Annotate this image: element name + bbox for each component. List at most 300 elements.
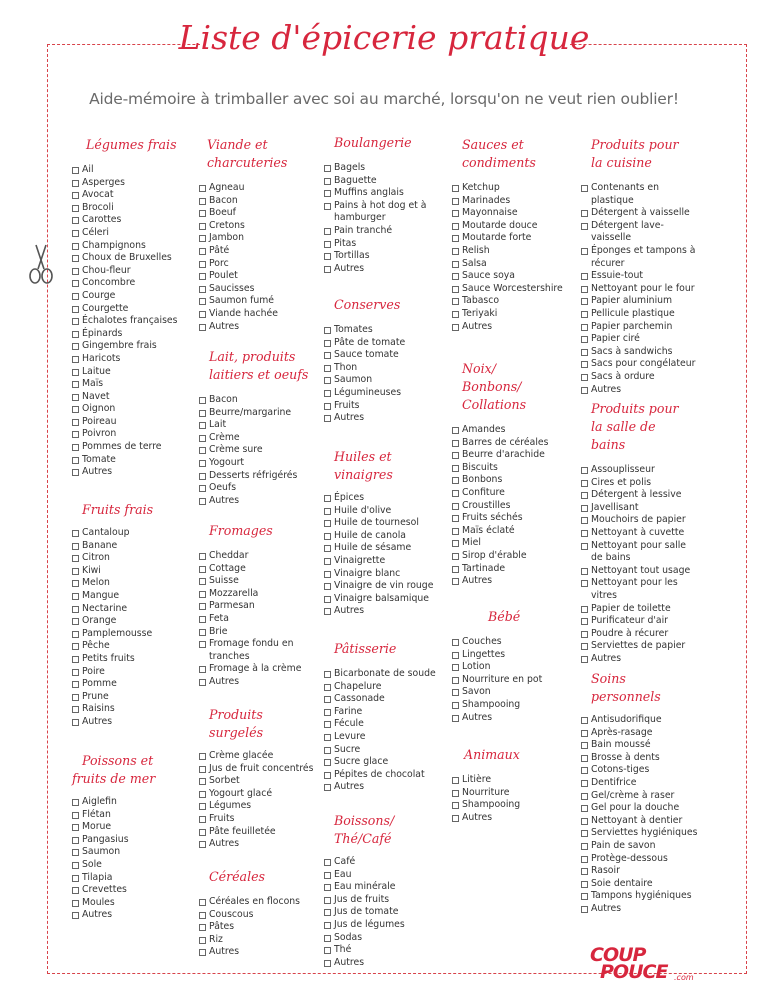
checkbox[interactable] xyxy=(72,343,79,350)
checkbox[interactable] xyxy=(581,336,588,343)
checklist-item[interactable] xyxy=(324,238,434,251)
checkbox[interactable] xyxy=(452,248,459,255)
checklist-item[interactable] xyxy=(199,495,323,508)
checkbox[interactable] xyxy=(452,503,459,510)
checklist-item[interactable] xyxy=(199,321,323,334)
checklist-item[interactable] xyxy=(324,412,448,425)
checklist-item[interactable] xyxy=(324,593,448,606)
checklist-item[interactable] xyxy=(452,245,580,258)
checklist-item[interactable] xyxy=(72,378,196,391)
checklist-item[interactable] xyxy=(452,649,580,662)
checkbox[interactable] xyxy=(72,656,79,663)
checkbox[interactable] xyxy=(324,872,331,879)
checklist-item[interactable] xyxy=(72,214,196,227)
checklist-item[interactable] xyxy=(581,752,701,765)
checklist-item[interactable] xyxy=(324,906,448,919)
checklist-item[interactable] xyxy=(72,328,196,341)
checklist-item[interactable] xyxy=(324,668,448,681)
checklist-item[interactable] xyxy=(72,909,196,922)
checkbox[interactable] xyxy=(324,327,331,334)
checkbox[interactable] xyxy=(324,365,331,372)
checklist-item[interactable] xyxy=(72,703,196,716)
checklist-item[interactable] xyxy=(581,245,699,270)
checklist-item[interactable] xyxy=(324,542,448,555)
checkbox[interactable] xyxy=(324,772,331,779)
checklist-item[interactable] xyxy=(452,812,580,825)
checkbox[interactable] xyxy=(581,767,588,774)
checkbox[interactable] xyxy=(199,311,206,318)
checklist-item[interactable] xyxy=(581,577,699,602)
checklist-item[interactable] xyxy=(324,200,434,225)
checkbox[interactable] xyxy=(72,431,79,438)
checklist-item[interactable] xyxy=(199,813,323,826)
checkbox[interactable] xyxy=(199,937,206,944)
checklist-item[interactable] xyxy=(581,878,701,891)
checkbox[interactable] xyxy=(72,824,79,831)
checkbox[interactable] xyxy=(581,273,588,280)
checkbox[interactable] xyxy=(581,568,588,575)
checkbox[interactable] xyxy=(452,452,459,459)
checkbox[interactable] xyxy=(452,677,459,684)
checkbox[interactable] xyxy=(72,230,79,237)
checklist-item[interactable] xyxy=(452,220,580,233)
checklist-item[interactable] xyxy=(452,474,580,487)
checkbox[interactable] xyxy=(324,960,331,967)
checklist-item[interactable] xyxy=(581,540,699,565)
checklist-item[interactable] xyxy=(581,764,701,777)
checkbox[interactable] xyxy=(581,185,588,192)
checklist-item[interactable] xyxy=(199,838,323,851)
checkbox[interactable] xyxy=(581,868,588,875)
checklist-item[interactable] xyxy=(581,477,699,490)
checklist-item[interactable] xyxy=(581,321,699,334)
checkbox[interactable] xyxy=(581,286,588,293)
checkbox[interactable] xyxy=(452,235,459,242)
checkbox[interactable] xyxy=(452,427,459,434)
checkbox[interactable] xyxy=(199,460,206,467)
checklist-item[interactable] xyxy=(199,432,323,445)
checkbox[interactable] xyxy=(324,352,331,359)
checklist-item[interactable] xyxy=(452,295,580,308)
checklist-item[interactable] xyxy=(324,492,448,505)
checkbox[interactable] xyxy=(581,843,588,850)
checklist-item[interactable] xyxy=(324,225,434,238)
checklist-item[interactable] xyxy=(72,603,196,616)
checklist-item[interactable] xyxy=(581,346,699,359)
checklist-item[interactable] xyxy=(581,739,701,752)
checklist-item[interactable] xyxy=(581,464,699,477)
checklist-item[interactable] xyxy=(581,384,699,397)
checkbox[interactable] xyxy=(199,473,206,480)
checkbox[interactable] xyxy=(72,331,79,338)
checkbox[interactable] xyxy=(72,180,79,187)
checklist-item[interactable] xyxy=(72,796,196,809)
checkbox[interactable] xyxy=(324,608,331,615)
checkbox[interactable] xyxy=(72,694,79,701)
checkbox[interactable] xyxy=(199,603,206,610)
checklist-item[interactable] xyxy=(72,353,196,366)
checklist-item[interactable] xyxy=(452,462,580,475)
checklist-item[interactable] xyxy=(72,441,196,454)
checklist-item[interactable] xyxy=(581,565,699,578)
checkbox[interactable] xyxy=(324,571,331,578)
checkbox[interactable] xyxy=(581,580,588,587)
checklist-item[interactable] xyxy=(581,802,701,815)
checkbox[interactable] xyxy=(72,643,79,650)
checklist-item[interactable] xyxy=(324,374,448,387)
checklist-item[interactable] xyxy=(72,691,196,704)
checkbox[interactable] xyxy=(72,887,79,894)
checkbox[interactable] xyxy=(581,793,588,800)
checklist-item[interactable] xyxy=(324,881,448,894)
checklist-item[interactable] xyxy=(581,628,699,641)
checkbox[interactable] xyxy=(72,900,79,907)
checkbox[interactable] xyxy=(199,435,206,442)
checkbox[interactable] xyxy=(72,849,79,856)
checklist-item[interactable] xyxy=(452,525,580,538)
checklist-item[interactable] xyxy=(199,775,323,788)
checkbox[interactable] xyxy=(324,190,331,197)
checkbox[interactable] xyxy=(452,298,459,305)
checklist-item[interactable] xyxy=(199,394,323,407)
checkbox[interactable] xyxy=(324,947,331,954)
checklist-item[interactable] xyxy=(72,859,196,872)
checklist-item[interactable] xyxy=(324,856,448,869)
checkbox[interactable] xyxy=(324,709,331,716)
checkbox[interactable] xyxy=(199,248,206,255)
checkbox[interactable] xyxy=(581,361,588,368)
checklist-item[interactable] xyxy=(452,500,580,513)
checkbox[interactable] xyxy=(581,480,588,487)
checklist-item[interactable] xyxy=(199,921,323,934)
checkbox[interactable] xyxy=(72,469,79,476)
checkbox[interactable] xyxy=(324,721,331,728)
checklist-item[interactable] xyxy=(72,897,196,910)
checkbox[interactable] xyxy=(324,684,331,691)
checkbox[interactable] xyxy=(199,235,206,242)
checkbox[interactable] xyxy=(452,802,459,809)
checkbox[interactable] xyxy=(199,185,206,192)
checkbox[interactable] xyxy=(72,419,79,426)
checklist-item[interactable] xyxy=(324,362,448,375)
checklist-item[interactable] xyxy=(199,600,323,613)
checklist-item[interactable] xyxy=(199,207,323,220)
checkbox[interactable] xyxy=(199,829,206,836)
checklist-item[interactable] xyxy=(581,371,699,384)
checkbox[interactable] xyxy=(324,390,331,397)
checklist-item[interactable] xyxy=(581,333,699,346)
checklist-item[interactable] xyxy=(452,283,580,296)
checklist-item[interactable] xyxy=(581,603,699,616)
checkbox[interactable] xyxy=(452,273,459,280)
checklist-item[interactable] xyxy=(199,588,323,601)
checklist-item[interactable] xyxy=(581,790,701,803)
checklist-item[interactable] xyxy=(199,563,323,576)
checklist-item[interactable] xyxy=(452,270,580,283)
checklist-item[interactable] xyxy=(324,187,434,200)
checkbox[interactable] xyxy=(199,591,206,598)
checklist-item[interactable] xyxy=(452,258,580,271)
checkbox[interactable] xyxy=(452,311,459,318)
checklist-item[interactable] xyxy=(581,653,699,666)
checklist-item[interactable] xyxy=(324,756,448,769)
checklist-item[interactable] xyxy=(324,250,434,263)
checkbox[interactable] xyxy=(199,422,206,429)
checklist-item[interactable] xyxy=(199,638,323,663)
coup-de-pouce-logo[interactable] xyxy=(590,944,700,987)
checklist-item[interactable] xyxy=(581,777,701,790)
checkbox[interactable] xyxy=(581,387,588,394)
checklist-item[interactable] xyxy=(72,227,196,240)
checklist-item[interactable] xyxy=(199,750,323,763)
checkbox[interactable] xyxy=(199,803,206,810)
checklist-item[interactable] xyxy=(324,919,448,932)
checklist-item[interactable] xyxy=(324,263,434,276)
checkbox[interactable] xyxy=(199,924,206,931)
checklist-item[interactable] xyxy=(452,195,580,208)
checkbox[interactable] xyxy=(72,306,79,313)
checklist-item[interactable] xyxy=(452,699,580,712)
checkbox[interactable] xyxy=(452,815,459,822)
checkbox[interactable] xyxy=(199,616,206,623)
checkbox[interactable] xyxy=(324,734,331,741)
checkbox[interactable] xyxy=(581,780,588,787)
checklist-item[interactable] xyxy=(199,407,323,420)
checklist-item[interactable] xyxy=(581,840,701,853)
checklist-item[interactable] xyxy=(199,308,323,321)
checkbox[interactable] xyxy=(72,706,79,713)
checkbox[interactable] xyxy=(72,243,79,250)
checklist-item[interactable] xyxy=(324,718,448,731)
checkbox[interactable] xyxy=(581,374,588,381)
checkbox[interactable] xyxy=(199,791,206,798)
checklist-item[interactable] xyxy=(72,177,196,190)
checklist-item[interactable] xyxy=(324,568,448,581)
checkbox[interactable] xyxy=(324,909,331,916)
checklist-item[interactable] xyxy=(324,731,448,744)
checklist-item[interactable] xyxy=(72,265,196,278)
checkbox[interactable] xyxy=(72,205,79,212)
checkbox[interactable] xyxy=(199,298,206,305)
checkbox[interactable] xyxy=(324,508,331,515)
checkbox[interactable] xyxy=(199,912,206,919)
checkbox[interactable] xyxy=(324,596,331,603)
checklist-item[interactable] xyxy=(72,716,196,729)
checklist-item[interactable] xyxy=(324,781,448,794)
checklist-item[interactable] xyxy=(199,613,323,626)
checkbox[interactable] xyxy=(581,467,588,474)
checkbox[interactable] xyxy=(324,583,331,590)
checkbox[interactable] xyxy=(324,241,331,248)
checklist-item[interactable] xyxy=(581,640,699,653)
checkbox[interactable] xyxy=(199,286,206,293)
checklist-item[interactable] xyxy=(324,693,448,706)
checklist-item[interactable] xyxy=(452,487,580,500)
checklist-item[interactable] xyxy=(581,514,699,527)
checkbox[interactable] xyxy=(199,273,206,280)
checkbox[interactable] xyxy=(72,394,79,401)
checklist-item[interactable] xyxy=(324,944,448,957)
checkbox[interactable] xyxy=(452,440,459,447)
checkbox[interactable] xyxy=(452,210,459,217)
checklist-item[interactable] xyxy=(199,934,323,947)
checkbox[interactable] xyxy=(324,520,331,527)
checkbox[interactable] xyxy=(324,178,331,185)
checklist-item[interactable] xyxy=(199,946,323,959)
checklist-item[interactable] xyxy=(324,387,448,400)
checklist-item[interactable] xyxy=(199,470,323,483)
checkbox[interactable] xyxy=(199,949,206,956)
checklist-item[interactable] xyxy=(72,340,196,353)
checkbox[interactable] xyxy=(199,498,206,505)
checkbox[interactable] xyxy=(324,747,331,754)
checkbox[interactable] xyxy=(581,656,588,663)
checkbox[interactable] xyxy=(72,568,79,575)
checkbox[interactable] xyxy=(581,349,588,356)
checklist-item[interactable] xyxy=(324,517,448,530)
checkbox[interactable] xyxy=(199,778,206,785)
checkbox[interactable] xyxy=(199,324,206,331)
checkbox[interactable] xyxy=(324,403,331,410)
checklist-item[interactable] xyxy=(452,550,580,563)
checkbox[interactable] xyxy=(581,730,588,737)
checklist-item[interactable] xyxy=(72,391,196,404)
checklist-item[interactable] xyxy=(199,663,323,676)
checklist-item[interactable] xyxy=(452,661,580,674)
checkbox[interactable] xyxy=(72,293,79,300)
checkbox[interactable] xyxy=(324,884,331,891)
checklist-item[interactable] xyxy=(581,182,699,207)
checkbox[interactable] xyxy=(72,369,79,376)
checklist-item[interactable] xyxy=(72,240,196,253)
checklist-item[interactable] xyxy=(452,182,580,195)
checkbox[interactable] xyxy=(72,406,79,413)
checkbox[interactable] xyxy=(324,922,331,929)
checklist-item[interactable] xyxy=(324,555,448,568)
checklist-item[interactable] xyxy=(324,869,448,882)
checklist-item[interactable] xyxy=(72,189,196,202)
checkbox[interactable] xyxy=(324,784,331,791)
checkbox[interactable] xyxy=(581,643,588,650)
checklist-item[interactable] xyxy=(581,283,699,296)
checklist-item[interactable] xyxy=(581,890,701,903)
checklist-item[interactable] xyxy=(72,366,196,379)
checklist-item[interactable] xyxy=(199,283,323,296)
checklist-item[interactable] xyxy=(199,826,323,839)
checkbox[interactable] xyxy=(581,631,588,638)
checkbox[interactable] xyxy=(324,495,331,502)
checklist-item[interactable] xyxy=(199,550,323,563)
checklist-item[interactable] xyxy=(72,540,196,553)
checkbox[interactable] xyxy=(199,485,206,492)
checklist-item[interactable] xyxy=(324,605,448,618)
checklist-item[interactable] xyxy=(324,324,448,337)
checklist-item[interactable] xyxy=(581,727,701,740)
checklist-item[interactable] xyxy=(452,636,580,649)
checklist-item[interactable] xyxy=(199,220,323,233)
checklist-item[interactable] xyxy=(452,787,580,800)
checklist-item[interactable] xyxy=(72,846,196,859)
checklist-item[interactable] xyxy=(581,308,699,321)
checkbox[interactable] xyxy=(72,618,79,625)
checklist-item[interactable] xyxy=(324,932,448,945)
checkbox[interactable] xyxy=(324,533,331,540)
checklist-item[interactable] xyxy=(199,295,323,308)
checklist-item[interactable] xyxy=(199,626,323,639)
checklist-item[interactable] xyxy=(581,220,699,245)
checklist-item[interactable] xyxy=(199,896,323,909)
checklist-item[interactable] xyxy=(72,884,196,897)
checkbox[interactable] xyxy=(452,790,459,797)
checkbox[interactable] xyxy=(581,492,588,499)
checklist-item[interactable] xyxy=(72,552,196,565)
checkbox[interactable] xyxy=(452,261,459,268)
checklist-item[interactable] xyxy=(324,337,448,350)
checkbox[interactable] xyxy=(452,553,459,560)
checklist-item[interactable] xyxy=(452,424,580,437)
checklist-item[interactable] xyxy=(72,303,196,316)
checkbox[interactable] xyxy=(581,248,588,255)
checklist-item[interactable] xyxy=(199,575,323,588)
checkbox[interactable] xyxy=(452,515,459,522)
checklist-item[interactable] xyxy=(581,527,699,540)
checkbox[interactable] xyxy=(452,286,459,293)
checklist-item[interactable] xyxy=(324,349,448,362)
checkbox[interactable] xyxy=(199,410,206,417)
checkbox[interactable] xyxy=(72,217,79,224)
checkbox[interactable] xyxy=(581,893,588,900)
checkbox[interactable] xyxy=(199,566,206,573)
checklist-item[interactable] xyxy=(72,454,196,467)
checkbox[interactable] xyxy=(452,223,459,230)
checkbox[interactable] xyxy=(72,381,79,388)
checklist-item[interactable] xyxy=(199,419,323,432)
checklist-item[interactable] xyxy=(452,308,580,321)
checkbox[interactable] xyxy=(199,578,206,585)
checklist-item[interactable] xyxy=(324,681,448,694)
checkbox[interactable] xyxy=(324,671,331,678)
checklist-item[interactable] xyxy=(72,252,196,265)
checklist-item[interactable] xyxy=(199,258,323,271)
checkbox[interactable] xyxy=(72,356,79,363)
checklist-item[interactable] xyxy=(72,615,196,628)
checklist-item[interactable] xyxy=(452,712,580,725)
checklist-item[interactable] xyxy=(581,489,699,502)
checkbox[interactable] xyxy=(452,185,459,192)
checklist-item[interactable] xyxy=(581,815,701,828)
checklist-item[interactable] xyxy=(199,270,323,283)
checklist-item[interactable] xyxy=(452,207,580,220)
checklist-item[interactable] xyxy=(581,853,701,866)
checklist-item[interactable] xyxy=(72,527,196,540)
checkbox[interactable] xyxy=(324,377,331,384)
checkbox[interactable] xyxy=(199,816,206,823)
checkbox[interactable] xyxy=(581,298,588,305)
checkbox[interactable] xyxy=(72,631,79,638)
checkbox[interactable] xyxy=(581,543,588,550)
checklist-item[interactable] xyxy=(324,505,448,518)
checkbox[interactable] xyxy=(199,679,206,686)
checkbox[interactable] xyxy=(324,859,331,866)
checklist-item[interactable] xyxy=(324,769,448,782)
checklist-item[interactable] xyxy=(199,195,323,208)
checklist-item[interactable] xyxy=(452,321,580,334)
checkbox[interactable] xyxy=(324,340,331,347)
checklist-item[interactable] xyxy=(324,400,448,413)
checkbox[interactable] xyxy=(72,167,79,174)
checklist-item[interactable] xyxy=(199,457,323,470)
checklist-item[interactable] xyxy=(452,686,580,699)
